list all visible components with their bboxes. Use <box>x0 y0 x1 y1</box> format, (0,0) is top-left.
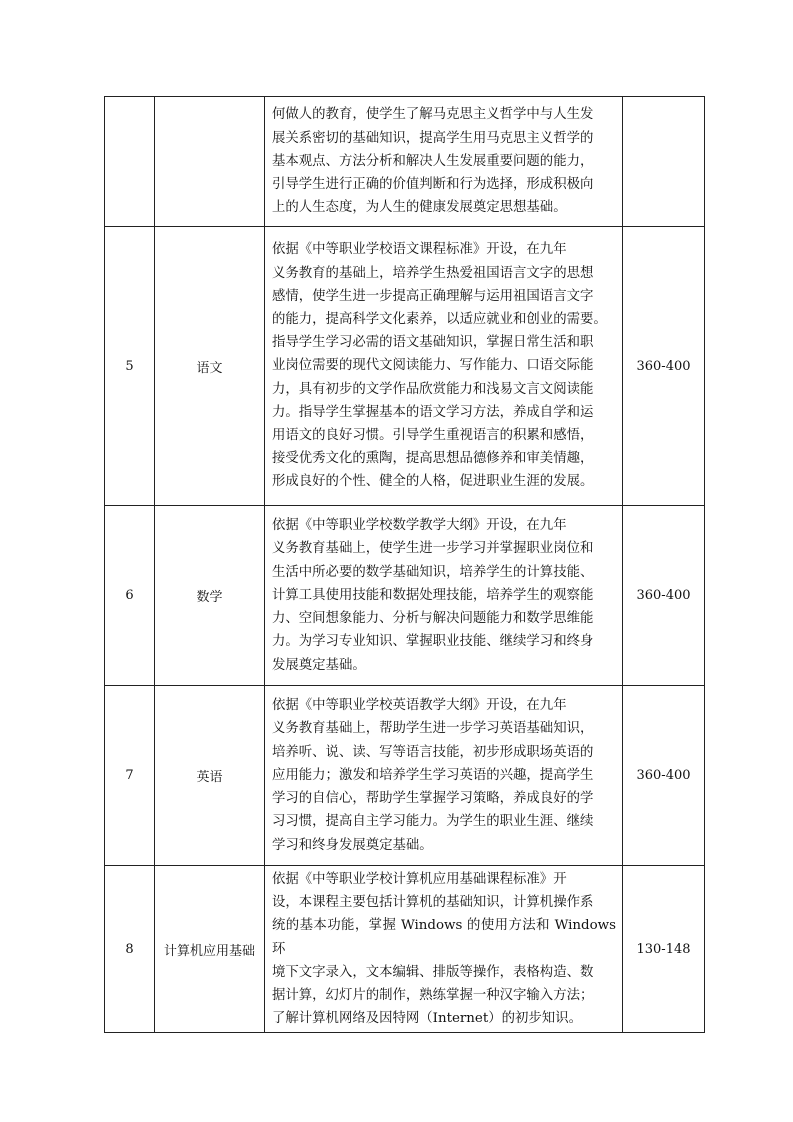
course-name: 数学 <box>155 506 265 686</box>
course-name: 英语 <box>155 686 265 866</box>
course-name: 计算机应用基础 <box>155 866 265 1033</box>
course-hours: 360-400 <box>623 686 705 866</box>
course-description-cell <box>265 686 623 866</box>
table-row <box>105 866 705 1033</box>
course-number: 7 <box>105 686 155 866</box>
course-description: 依据《中等职业学校计算机应用基础课程标准》开 设，本课程主要包括计算机的基础知识，计算机操作系 统的基本功能，掌握 Windows 的使用方法和 Windows 环 境下文字录入，文本编辑、排版等操作，表格构造、数 据计算，幻灯片的制作，熟练掌握一种汉字输入方法； 了解计算机网络及因特网（Internet）的初步知识。 <box>272 872 616 1027</box>
course-description-cell <box>265 97 623 227</box>
course-description-cell <box>265 506 623 686</box>
course-number: 5 <box>105 227 155 506</box>
course-table <box>104 96 705 1033</box>
table-row <box>105 506 705 686</box>
course-description: 依据《中等职业学校英语教学大纲》开设，在九年 义务教育基础上，帮助学生进一步学习英语基础知识， 培养听、说、读、写等语言技能，初步形成职场英语的 应用能力；激发和培养学生学习英语的兴趣，提高学生 学习的自信心，帮助学生掌握学习策略，养成良好的学 习习惯，提高自主学习能力。为学生的职业生涯、继续 学习和终身发展奠定基础。 <box>272 698 594 853</box>
table-row <box>105 227 705 506</box>
course-number: 8 <box>105 866 155 1033</box>
course-hours: 360-400 <box>623 506 705 686</box>
table-row <box>105 686 705 866</box>
course-hours: 130-148 <box>623 866 705 1033</box>
course-description-cell <box>265 227 623 506</box>
course-description: 何做人的教育，使学生了解马克思主义哲学中与人生发 展关系密切的基础知识，提高学生用马克思主义哲学的 基本观点、方法分析和解决人生发展重要问题的能力， 引导学生进行正确的价值判断和行为选择，形成积极向 上的人生态度，为人生的健康发展奠定思想基础。 <box>272 107 594 216</box>
course-description: 依据《中等职业学校语文课程标准》开设，在九年 义务教育的基础上，培养学生热爱祖国语言文字的思想 感情，使学生进一步提高正确理解与运用祖国语言文字 的能力，提高科学文化素养，以适应就业和创业的需要。 指导学生学习必需的语文基础知识，掌握日常生活和职 业岗位需要的现代文阅读能力、写作能力、口语交际能 力，具有初步的文学作品欣赏能力和浅易文言文阅读能 力。指导学生掌握基本的语文学习方法，养成自学和运 用语文的良好习惯。引导学生重视语言的积累和感悟， 接受优秀文化的熏陶，提高思想品德修养和审美情趣， 形成良好的个性、健全的人格，促进职业生涯的发展。 <box>272 242 607 490</box>
course-number <box>105 97 155 227</box>
course-name <box>155 97 265 227</box>
course-description: 依据《中等职业学校数学教学大纲》开设，在九年 义务教育基础上，使学生进一步学习并掌握职业岗位和 生活中所必要的数学基础知识，培养学生的计算技能、 计算工具使用技能和数据处理技能，培养学生的观察能 力、空间想象能力、分析与解决问题能力和数学思维能 力。为学习专业知识、掌握职业技能、继续学习和终身 发展奠定基础。 <box>272 518 594 673</box>
course-hours <box>623 97 705 227</box>
table-row <box>105 97 705 227</box>
course-number: 6 <box>105 506 155 686</box>
course-hours: 360-400 <box>623 227 705 506</box>
course-description-cell <box>265 866 623 1033</box>
course-name: 语文 <box>155 227 265 506</box>
